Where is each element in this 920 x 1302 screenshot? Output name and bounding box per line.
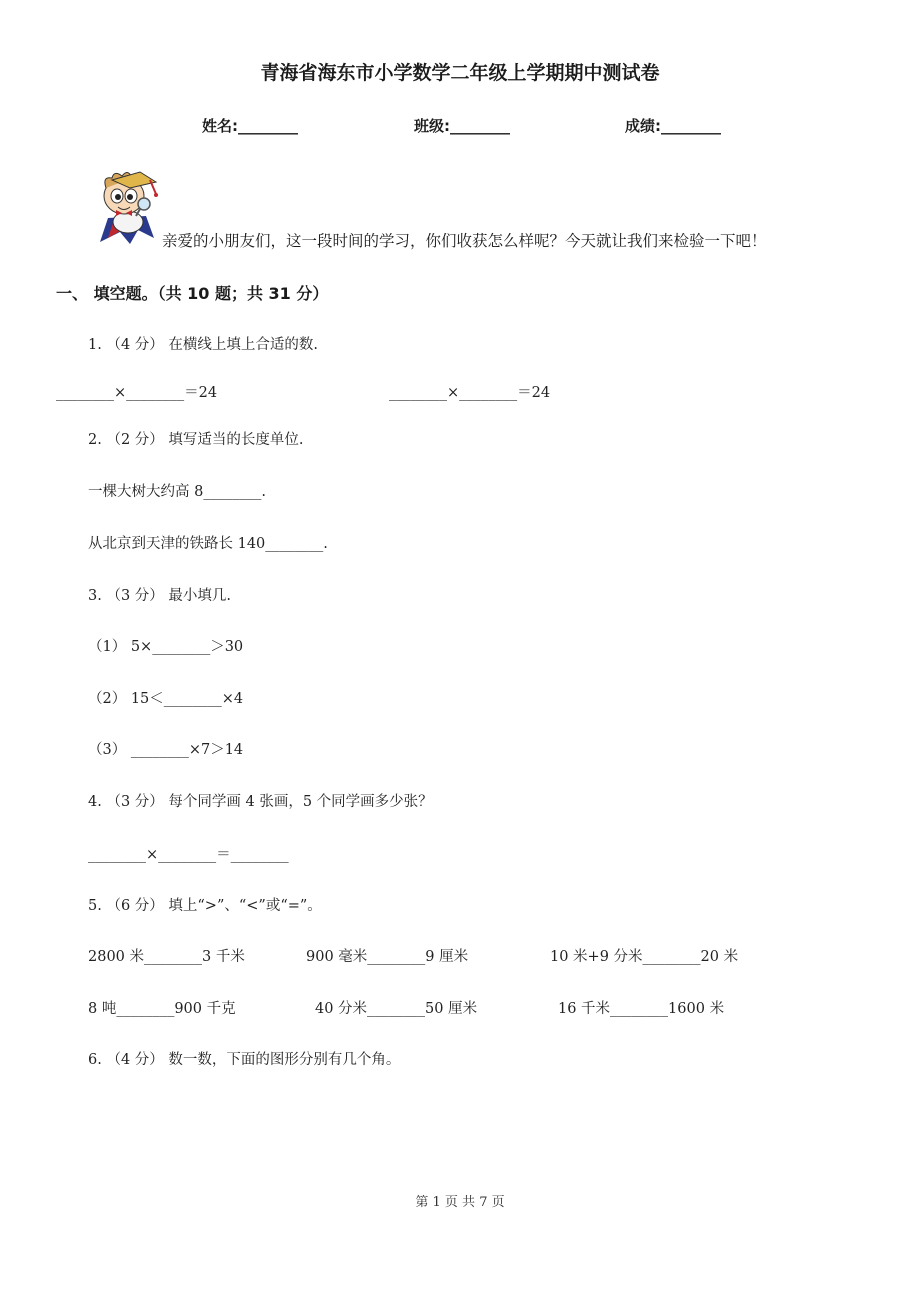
mascot-doctor-icon (90, 166, 166, 246)
q2-item-railway-length: 从北京到天津的铁路长 140________. (88, 536, 328, 552)
name-field-label: 姓名:________ (202, 117, 298, 135)
page-footer: 第 1 页 共 7 页 (415, 1195, 505, 1210)
q1-stem: 1. （4 分） 在横线上填上合适的数. (88, 337, 318, 353)
class-field-label: 班级:________ (414, 117, 510, 135)
q4-stem: 4. （3 分） 每个同学画 4 张画，5 个同学画多少张？ (88, 794, 433, 810)
q2-stem: 2. （2 分） 填写适当的长度单位. (88, 432, 304, 448)
q5-compare-r2c1: 8 吨________900 千克 (88, 1001, 236, 1017)
q5-compare-r1c3: 10 米+9 分米________20 米 (550, 949, 739, 965)
q1-blank-equation-a: ________×________＝24 (56, 385, 218, 401)
q5-stem: 5. （6 分） 填上“>”、“<”或“=”。 (88, 898, 322, 914)
q5-compare-r2c3: 16 千米________1600 米 (558, 1001, 725, 1017)
score-field-label: 成绩:________ (625, 117, 721, 135)
q3-stem: 3. （3 分） 最小填几. (88, 588, 231, 604)
q3-item-3: （3） ________×7＞14 (88, 742, 244, 758)
q5-compare-r2c2: 40 分米________50 厘米 (315, 1001, 478, 1017)
greeting-text: 亲爱的小朋友们，这一段时间的学习，你们收获怎么样呢？今天就让我们来检验一下吧！ (162, 232, 767, 250)
q5-compare-r1c2: 900 毫米________9 厘米 (306, 949, 469, 965)
q3-item-1: （1） 5×________＞30 (88, 639, 244, 655)
page-title: 青海省海东市小学数学二年级上学期期中测试卷 (260, 62, 660, 84)
q1-blank-equation-b: ________×________＝24 (389, 385, 551, 401)
q5-compare-r1c1: 2800 米________3 千米 (88, 949, 245, 965)
q3-item-2: （2） 15＜________×4 (88, 691, 244, 707)
q6-stem: 6. （4 分） 数一数，下面的图形分别有几个角。 (88, 1052, 401, 1068)
q2-item-tree-height: 一棵大树大约高 8________. (88, 484, 266, 500)
q4-blank-equation: ________×________＝________ (88, 847, 289, 863)
section-1-heading: 一、 填空题。（共 10 题；共 31 分） (56, 284, 329, 303)
